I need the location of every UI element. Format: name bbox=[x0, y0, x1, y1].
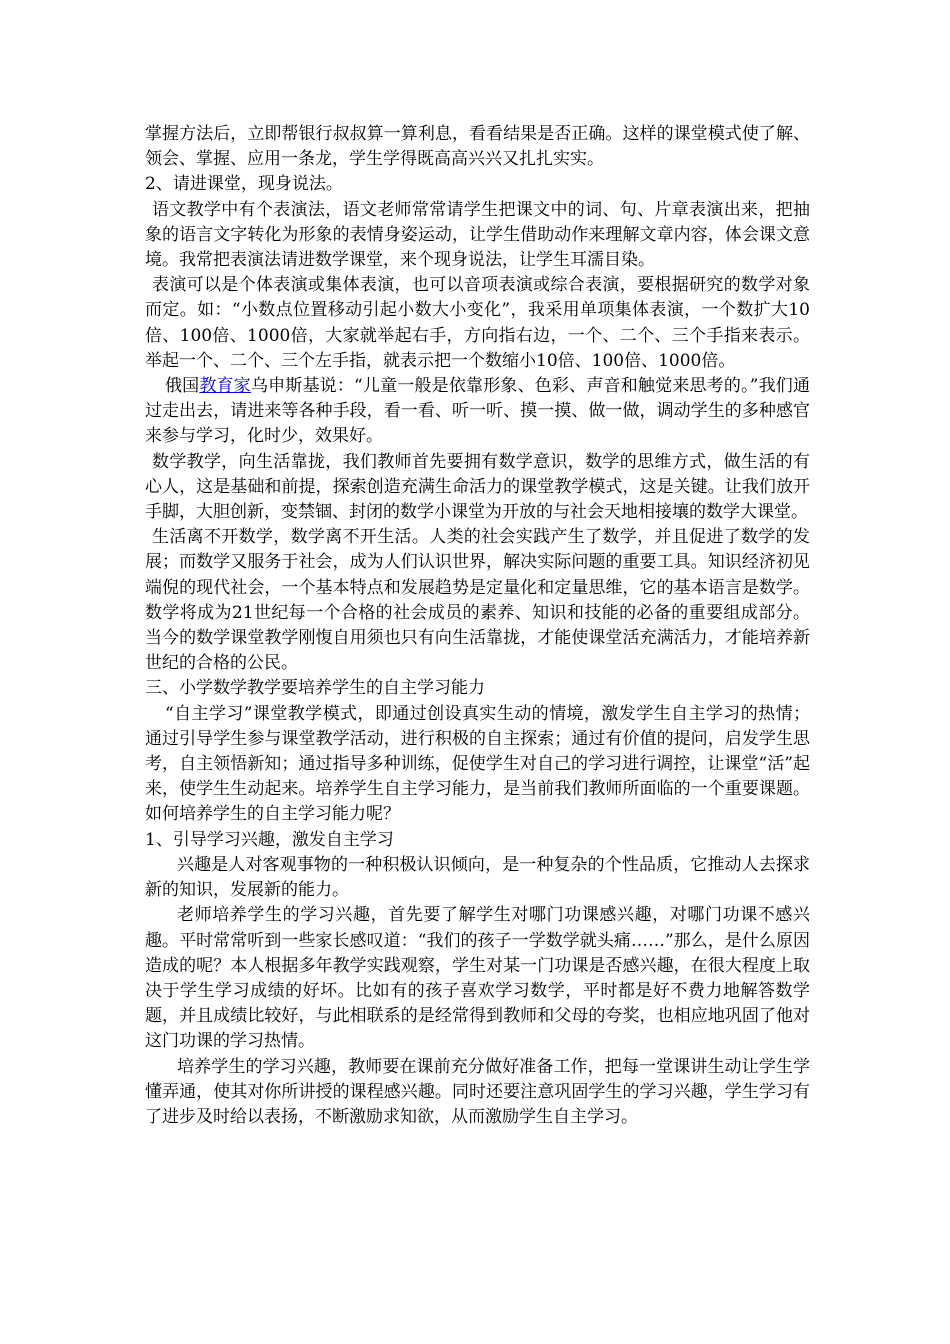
paragraph-2: 语文教学中有个表演法，语文老师常常请学生把课文中的词、句、片章表演出来，把抽象的语言文字转化为形象的表情身姿运动，让学生借助动作来理解文章内容，体会课文意境。我常把表演法请进数学课堂，来个现身说法，让学生耳濡目染。 bbox=[145, 199, 810, 271]
paragraph-4-text-before: 俄国 bbox=[165, 376, 200, 397]
document-page bbox=[145, 122, 810, 1130]
paragraph-4-text-after: 乌申斯基说：“儿童一般是依靠形象、色彩、声音和触觉来思考的。”我们通过走出去，请进来等各种手段，看一看、听一听、摸一摸、做一做，调动学生的多种感官来参与学习，化时少，效果好。 bbox=[145, 376, 810, 447]
paragraph-10: 培养学生的学习兴趣，教师要在课前充分做好准备工作，把每一堂课讲生动让学生学懂弄通，使其对你所讲授的课程感兴趣。同时还要注意巩固学生的学习兴趣，学生学习有了进步及时给以表扬，不断激励求知欲，从而激励学生自主学习。 bbox=[145, 1056, 810, 1127]
paragraph-5: 数学教学，向生活靠拢，我们教师首先要拥有数学意识，数学的思维方式，做生活的有心人，这是基础和前提，探索创造充满生命活力的课堂教学模式，这是关键。让我们放开手脚，大胆创新，变禁锢、封闭的数学小课堂为开放的与社会天地相接壤的数学大课堂。 bbox=[145, 451, 810, 523]
paragraph-6: 生活离不开数学，数学离不开生活。人类的社会实践产生了数学，并且促进了数学的发展；而数学又服务于社会，成为人们认识世界，解决实际问题的重要工具。知识经济初见端倪的现代社会，一个基本特点和发展趋势是定量化和定量思维，它的基本语言是数学。数学将成为21世纪每一个合格的社会成员的素养、知识和技能的必备的重要组成部分。当今的数学课堂教学刚愎自用须也只有向生活靠拢，才能使课堂活充满活力，才能培养新世纪的合格的公民。 bbox=[145, 527, 810, 674]
education-link[interactable]: 教育家 bbox=[199, 376, 251, 397]
paragraph-4 bbox=[145, 374, 810, 450]
paragraph-7: “自主学习”课堂教学模式，即通过创设真实生动的情境，激发学生自主学习的热情；通过引导学生参与课堂教学活动，进行积极的自主探索；通过有价值的提问，启发学生思考，自主领悟新知；通过指导多种训练，促使学生对自己的学习进行调控，让课堂“活”起来，使学生生动起来。培养学生自主学习能力，是当前我们教师所面临的一个重要课题。如何培养学生的自主学习能力呢？ bbox=[145, 703, 810, 825]
subheading-2: 2、请进课堂，现身说法。 bbox=[145, 174, 343, 195]
subheading-3-1: 1、引导学习兴趣，激发自主学习 bbox=[145, 829, 394, 850]
paragraph-3: 表演可以是个体表演或集体表演，也可以音项表演或综合表演，要根据研究的数学对象而定。如：“小数点位置移动引起小数大小变化”，我采用单项集体表演，一个数扩大10倍、100倍、1000倍，大家就举起右手，方向指右边，一个、二个、三个手指来表示。举起一个、二个、三个左手指，就表示把一个数缩小10倍、100倍、1000倍。 bbox=[145, 275, 810, 371]
paragraph-1: 掌握方法后，立即帮银行叔叔算一算利息，看看结果是否正确。这样的课堂模式使了解、领会、掌握、应用一条龙，学生学得既高高兴兴又扎扎实实。 bbox=[145, 124, 810, 170]
section-heading-3: 三、小学数学教学要培养学生的自主学习能力 bbox=[145, 678, 485, 699]
paragraph-9: 老师培养学生的学习兴趣，首先要了解学生对哪门功课感兴趣，对哪门功课不感兴趣。平时常常听到一些家长感叹道：“我们的孩子一学数学就头痛……”那么，是什么原因造成的呢？本人根据多年教学实践观察，学生对某一门功课是否感兴趣，在很大程度上取决于学生学习成绩的好坏。比如有的孩子喜欢学习数学，平时都是好不费力地解答数学题，并且成绩比较好，与此相联系的是经常得到教师和父母的夸奖，也相应地巩固了他对这门功课的学习热情。 bbox=[145, 905, 810, 1052]
paragraph-8: 兴趣是人对客观事物的一种积极认识倾向，是一种复杂的个性品质，它推动人去探求新的知识，发展新的能力。 bbox=[145, 854, 810, 901]
